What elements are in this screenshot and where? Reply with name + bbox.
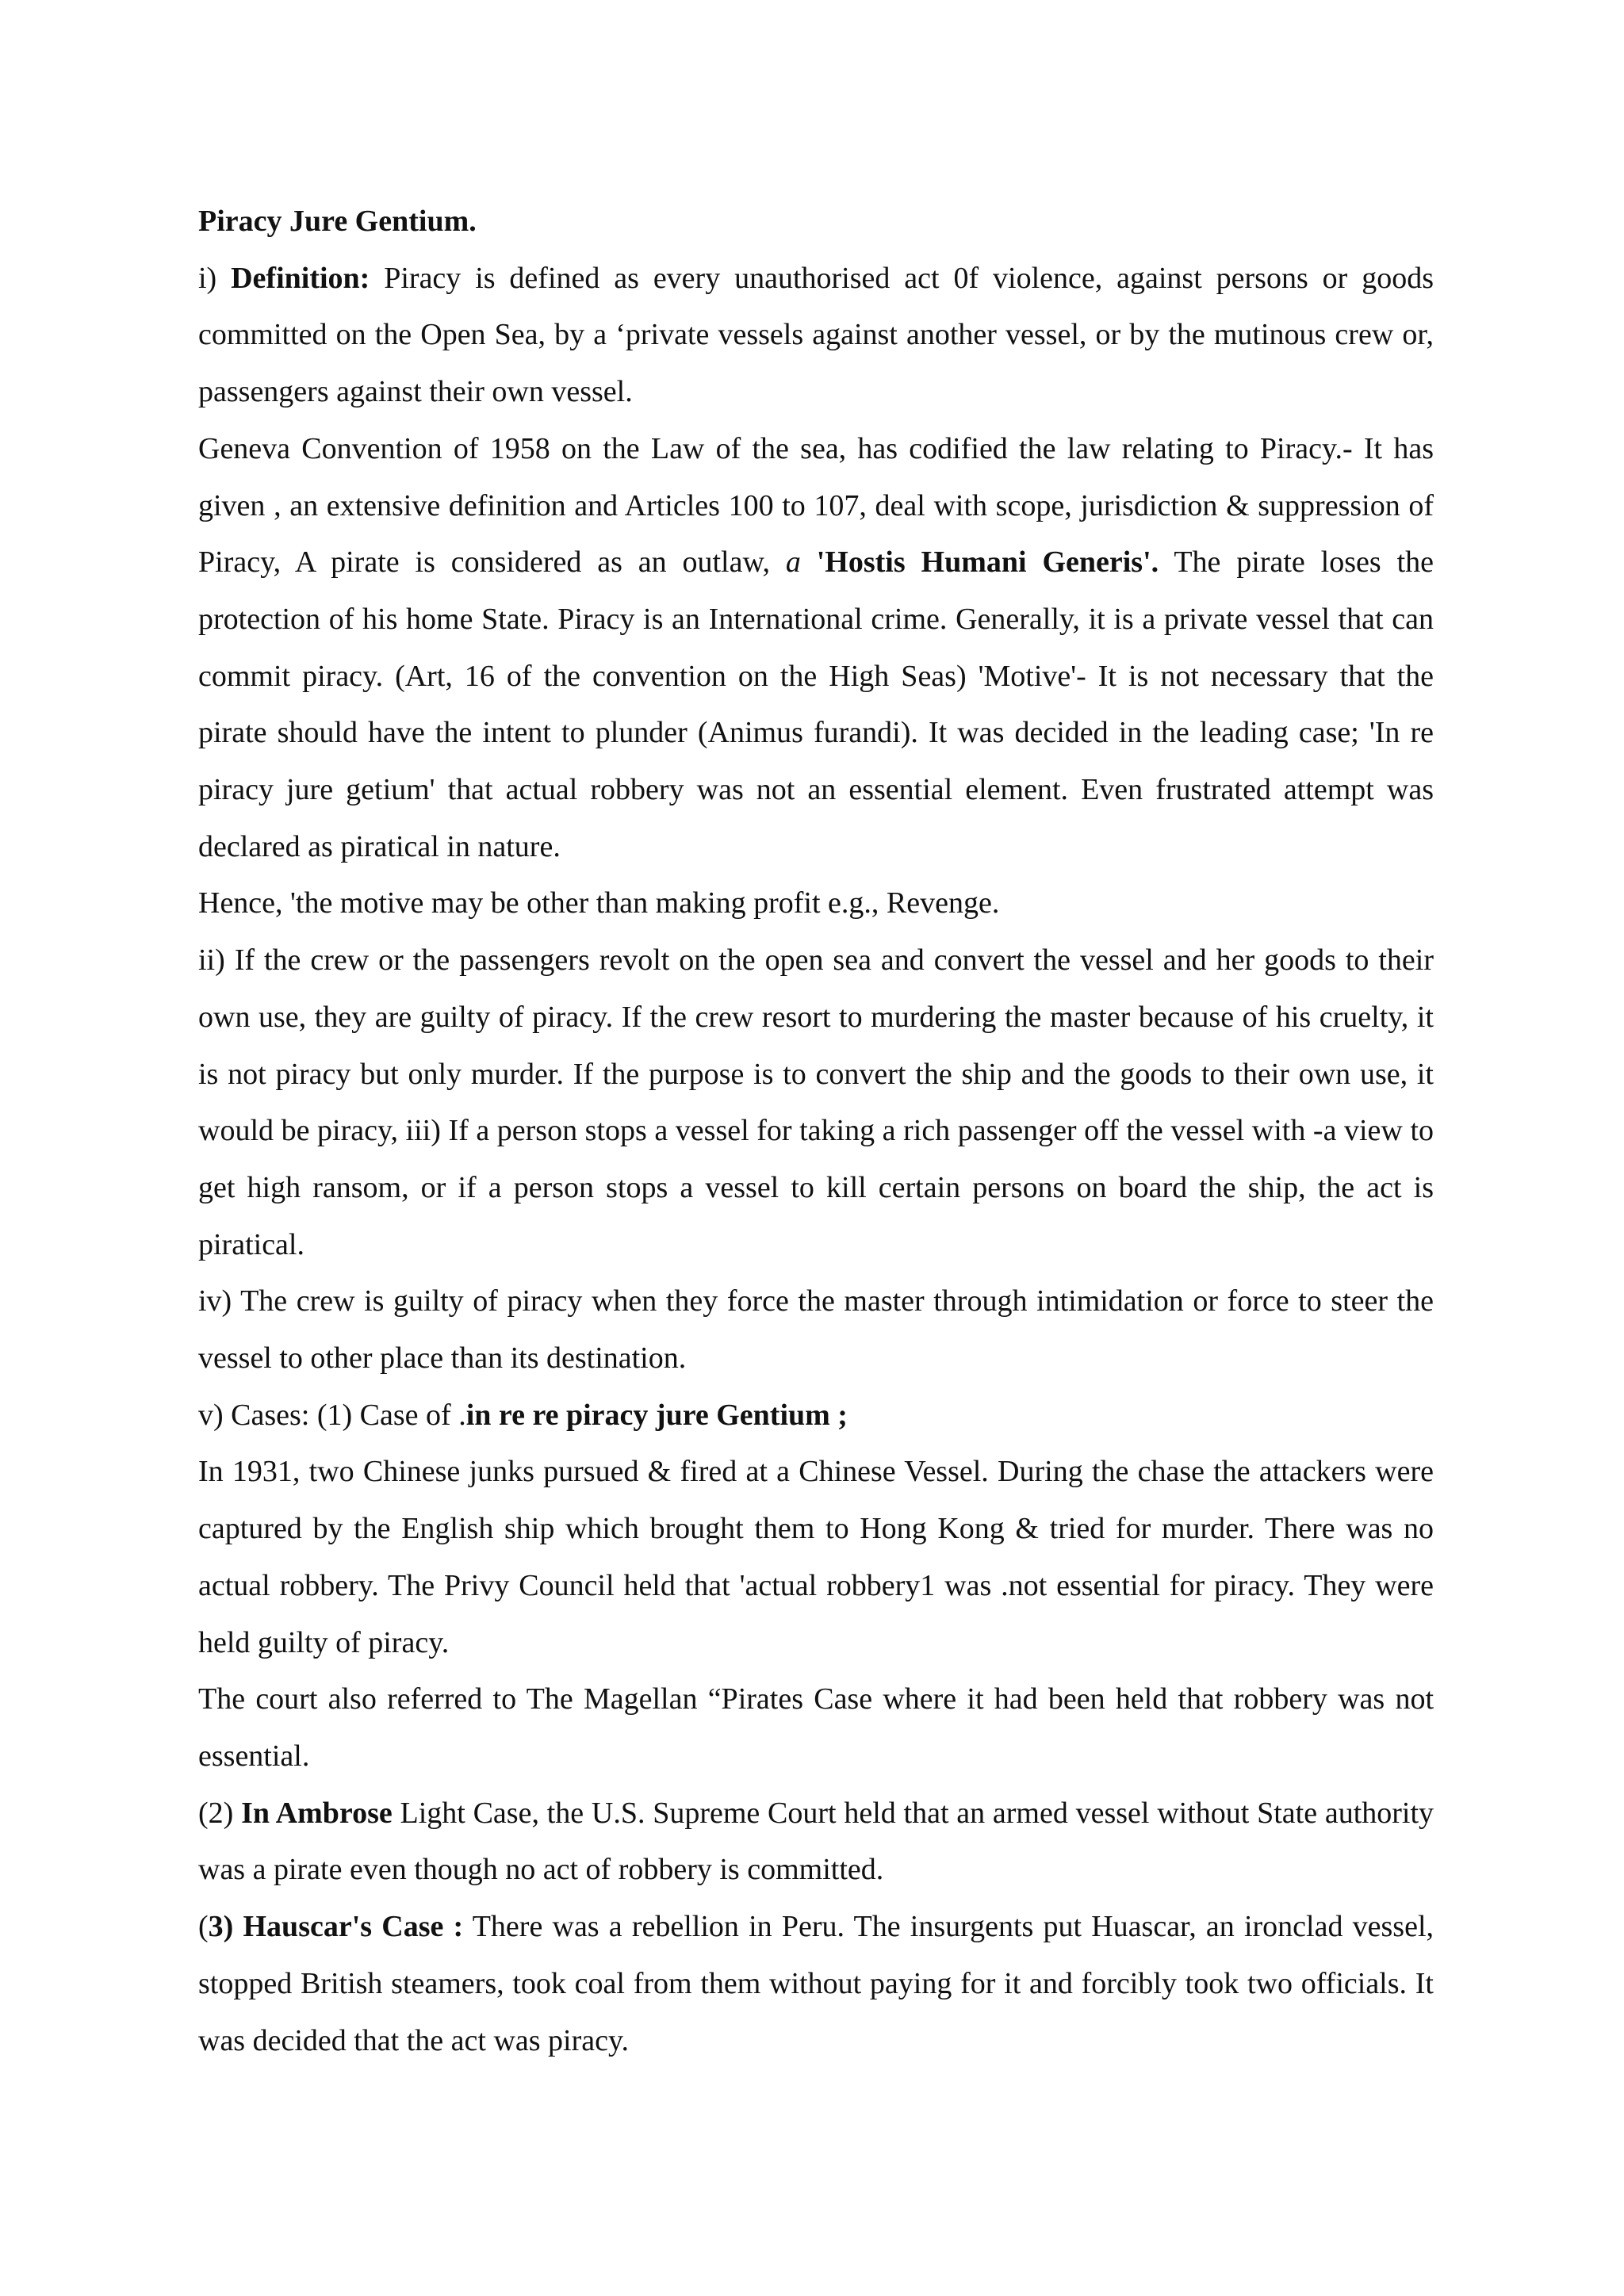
paragraph-huascar <box>198 1899 1434 2069</box>
paragraph-motive: Hence, 'the motive may be other than making profit e.g., Revenge. <box>198 886 1000 920</box>
case-name-ambrose: In Ambrose <box>241 1796 393 1830</box>
ambrose-prefix: (2) <box>198 1796 242 1830</box>
title-text: Piracy Jure Gentium. <box>198 205 477 238</box>
ambrose-text: Light Case, the U.S. Supreme Court held that an armed vessel without State authority was a pirate even though no act of robbery is committed. <box>198 1796 1434 1887</box>
case-name-piracy-jure-gentium: in re re piracy jure Gentium ; <box>465 1398 848 1432</box>
paragraph-cases-heading <box>198 1387 1434 1445</box>
huascar-prefix: ( <box>198 1910 209 1944</box>
definition-text: Piracy is defined as every unauthorised act 0f violence, against persons or goods committed on the Open Sea, by a ‘private vessels against another vessel, or by the mutinous crew or, passengers against their own vessel. <box>198 261 1434 409</box>
case-name-huascar: 3) Hauscar's Case : <box>208 1910 464 1944</box>
paragraph-definition <box>198 251 1434 421</box>
paragraph-crew-revolt: ii) If the crew or the passengers revolt on the open sea and convert the vessel and her goods to their own use, they are guilty of piracy. If the crew resort to murdering the master because of his cruelty, it is not piracy but only murder. If the purpose is to convert the ship and the goods to their own use, it would be piracy, iii) If a person stops a vessel for taking a rich passenger off the vessel with -a view to get high ransom, or if a person stops a vessel to kill certain persons on board the ship, the act is piratical. <box>198 943 1434 1261</box>
definition-label: Definition: <box>231 261 370 295</box>
geneva-space <box>801 545 817 579</box>
document-page <box>198 193 1434 2069</box>
document-title <box>198 193 1434 251</box>
paragraph-ambrose <box>198 1785 1434 1899</box>
paragraph-chinese-junks: In 1931, two Chinese junks pursued & fired at a Chinese Vessel. During the chase the attackers were captured by the English ship which brought them to Hong Kong & tried for murder. There was no actual robbery. The Privy Council held that 'actual robbery1 was .not essential for piracy. They were held guilty of piracy. <box>198 1455 1434 1659</box>
definition-prefix: i) <box>198 261 232 295</box>
paragraph-crew-force: iv) The crew is guilty of piracy when they force the master through intimidation or force to steer the vessel to other place than its destination. <box>198 1284 1434 1376</box>
paragraph-magellan: The court also referred to The Magellan “Pirates Case where it had been held that robbery was not essential. <box>198 1682 1434 1773</box>
hostis-humani-generis: 'Hostis Humani Generis'. <box>816 545 1159 580</box>
geneva-text: Geneva Convention of 1958 on the Law of the sea, has codified the law relating to Piracy.- It has given , an extensive definition and Articles 100 to 107, deal with scope, jurisdiction & suppression of Piracy, A pirate is considered as an outlaw, <box>198 431 1434 580</box>
huascar-text: There was a rebellion in Peru. The insurgents put Huascar, an ironclad vessel, stopped British steamers, took coal from them without paying for it and forcibly took two officials. It was decided that the act was piracy. <box>198 1910 1434 2057</box>
cases-prefix: v) Cases: (1) Case of . <box>198 1398 466 1432</box>
paragraph-geneva-convention <box>198 421 1434 876</box>
geneva-italic: a <box>785 545 801 580</box>
geneva-text-continued: The pirate loses the protection of his home State. Piracy is an International crime. Generally, it is a private vessel that can commit piracy. (Art, 16 of the convention on the High Seas) 'Motive'- It is not necessary that the pirate should have the intent to plunder (Animus furandi). It was decided in the leading case; 'In re piracy jure getium' that actual robbery was not an essential element. Even frustrated attempt was declared as piratical in nature. <box>198 545 1434 863</box>
